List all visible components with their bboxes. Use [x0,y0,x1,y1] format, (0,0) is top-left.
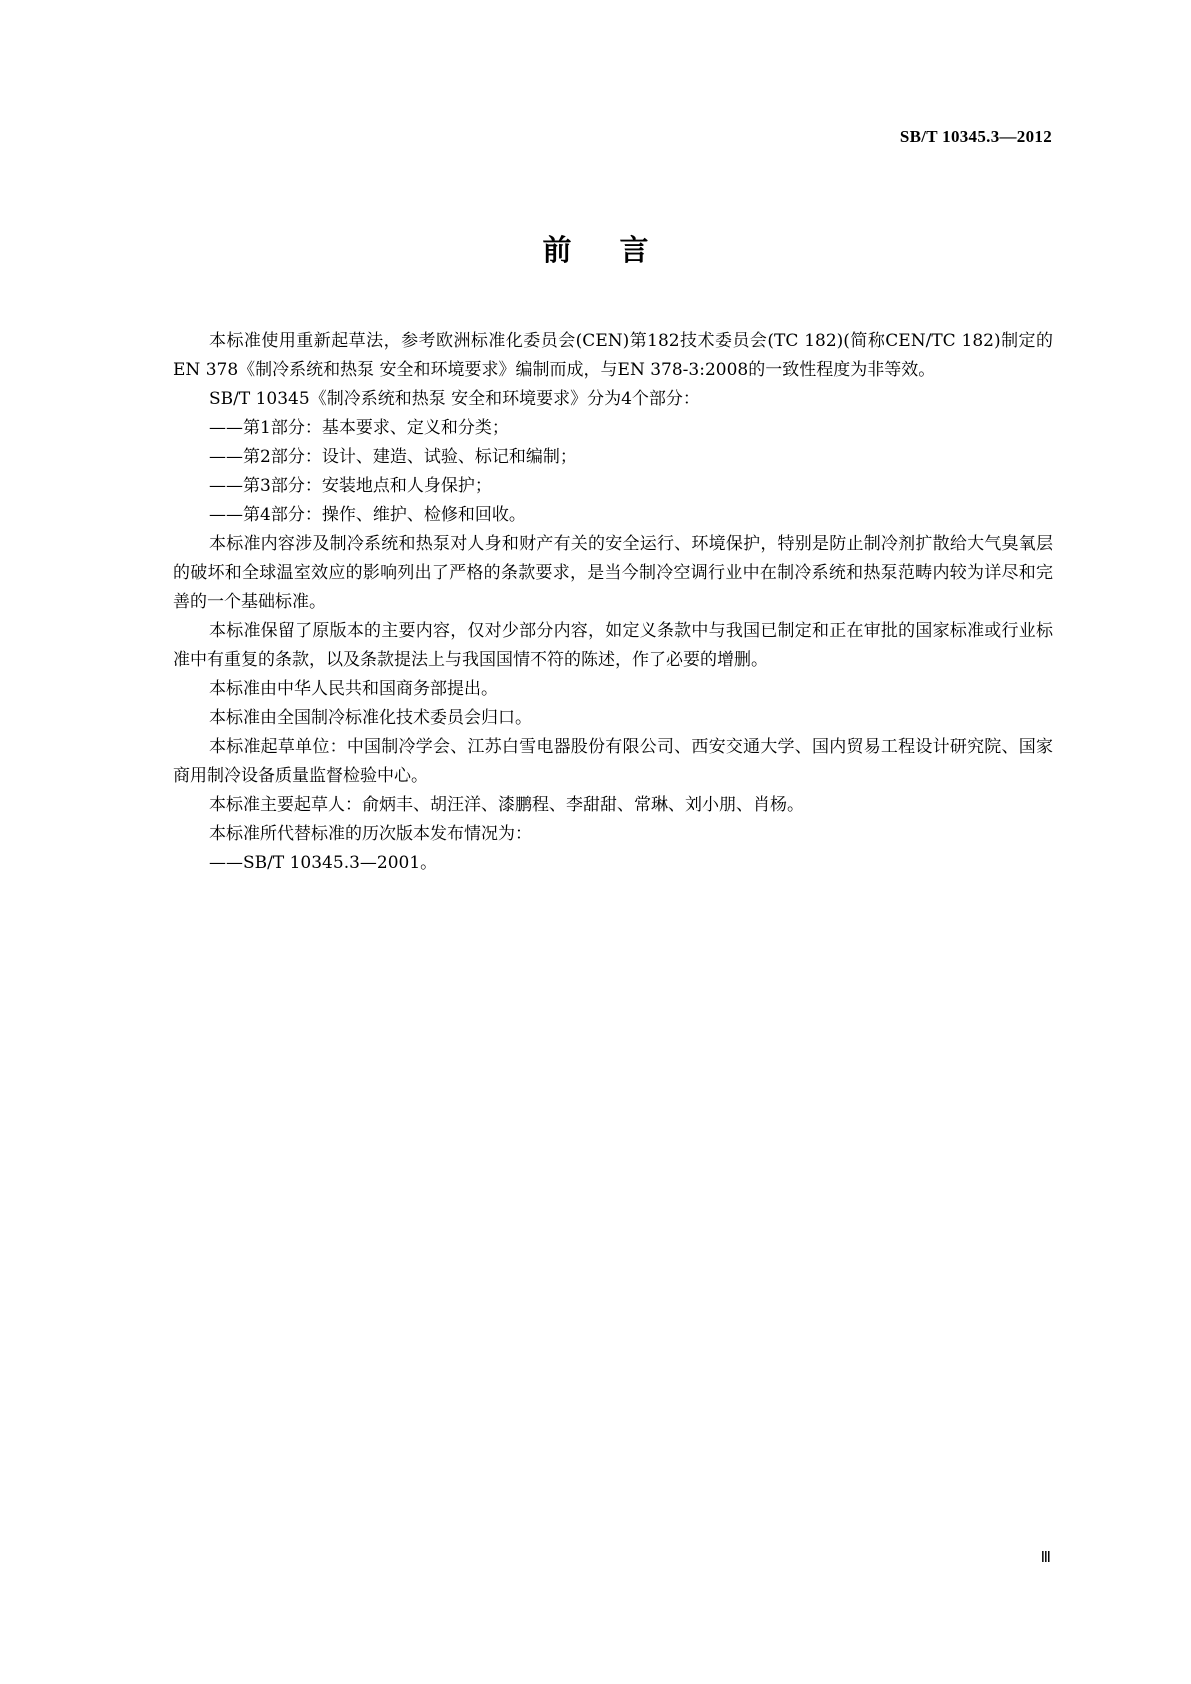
paragraph-intro: 本标准使用重新起草法，参考欧洲标准化委员会(CEN)第182技术委员会(TC 182)(简称CEN/TC 182)制定的EN 378《制冷系统和热泵 安全和环境要求》编制而成，与EN 378-3:2008的一致性程度为非等效。 [173,331,1053,380]
list-item: ——第3部分：安装地点和人身保护； [209,476,492,496]
foreword-body [173,327,1053,878]
paragraph-changes: 本标准保留了原版本的主要内容，仅对少部分内容，如定义条款中与我国已制定和正在审批的国家标准或行业标准中有重复的条款，以及条款提法上与我国国情不符的陈述，作了必要的增删。 [173,621,1053,670]
paragraph-history-intro: 本标准所代替标准的历次版本发布情况为： [209,824,532,844]
paragraph-proposer: 本标准由中华人民共和国商务部提出。 [209,679,498,699]
list-item: ——第1部分：基本要求、定义和分类； [209,418,509,438]
paragraph-committee: 本标准由全国制冷标准化技术委员会归口。 [209,708,532,728]
paragraph-drafters: 本标准主要起草人：俞炳丰、胡汪洋、漆鹏程、李甜甜、常琳、刘小朋、肖杨。 [209,795,804,815]
standard-code: SB/T 10345.3—2012 [899,127,1052,146]
page-title: 前言 [542,233,697,267]
list-item: ——第4部分：操作、维护、检修和回收。 [209,505,526,525]
paragraph-parts: SB/T 10345《制冷系统和热泵 安全和环境要求》分为4个部分： [209,389,700,409]
paragraph-scope: 本标准内容涉及制冷系统和热泵对人身和财产有关的安全运行、环境保护，特别是防止制冷剂扩散给大气臭氧层的破坏和全球温室效应的影响列出了严格的条款要求，是当今制冷空调行业中在制冷系统和热泵范畴内较为详尽和完善的一个基础标准。 [173,534,1053,612]
history-item: ——SB/T 10345.3—2001。 [209,853,438,873]
paragraph-drafting-units: 本标准起草单位：中国制冷学会、江苏白雪电器股份有限公司、西安交通大学、国内贸易工程设计研究院、国家商用制冷设备质量监督检验中心。 [173,737,1053,786]
page-number: Ⅲ [1040,1550,1051,1566]
list-item: ——第2部分：设计、建造、试验、标记和编制； [209,447,577,467]
